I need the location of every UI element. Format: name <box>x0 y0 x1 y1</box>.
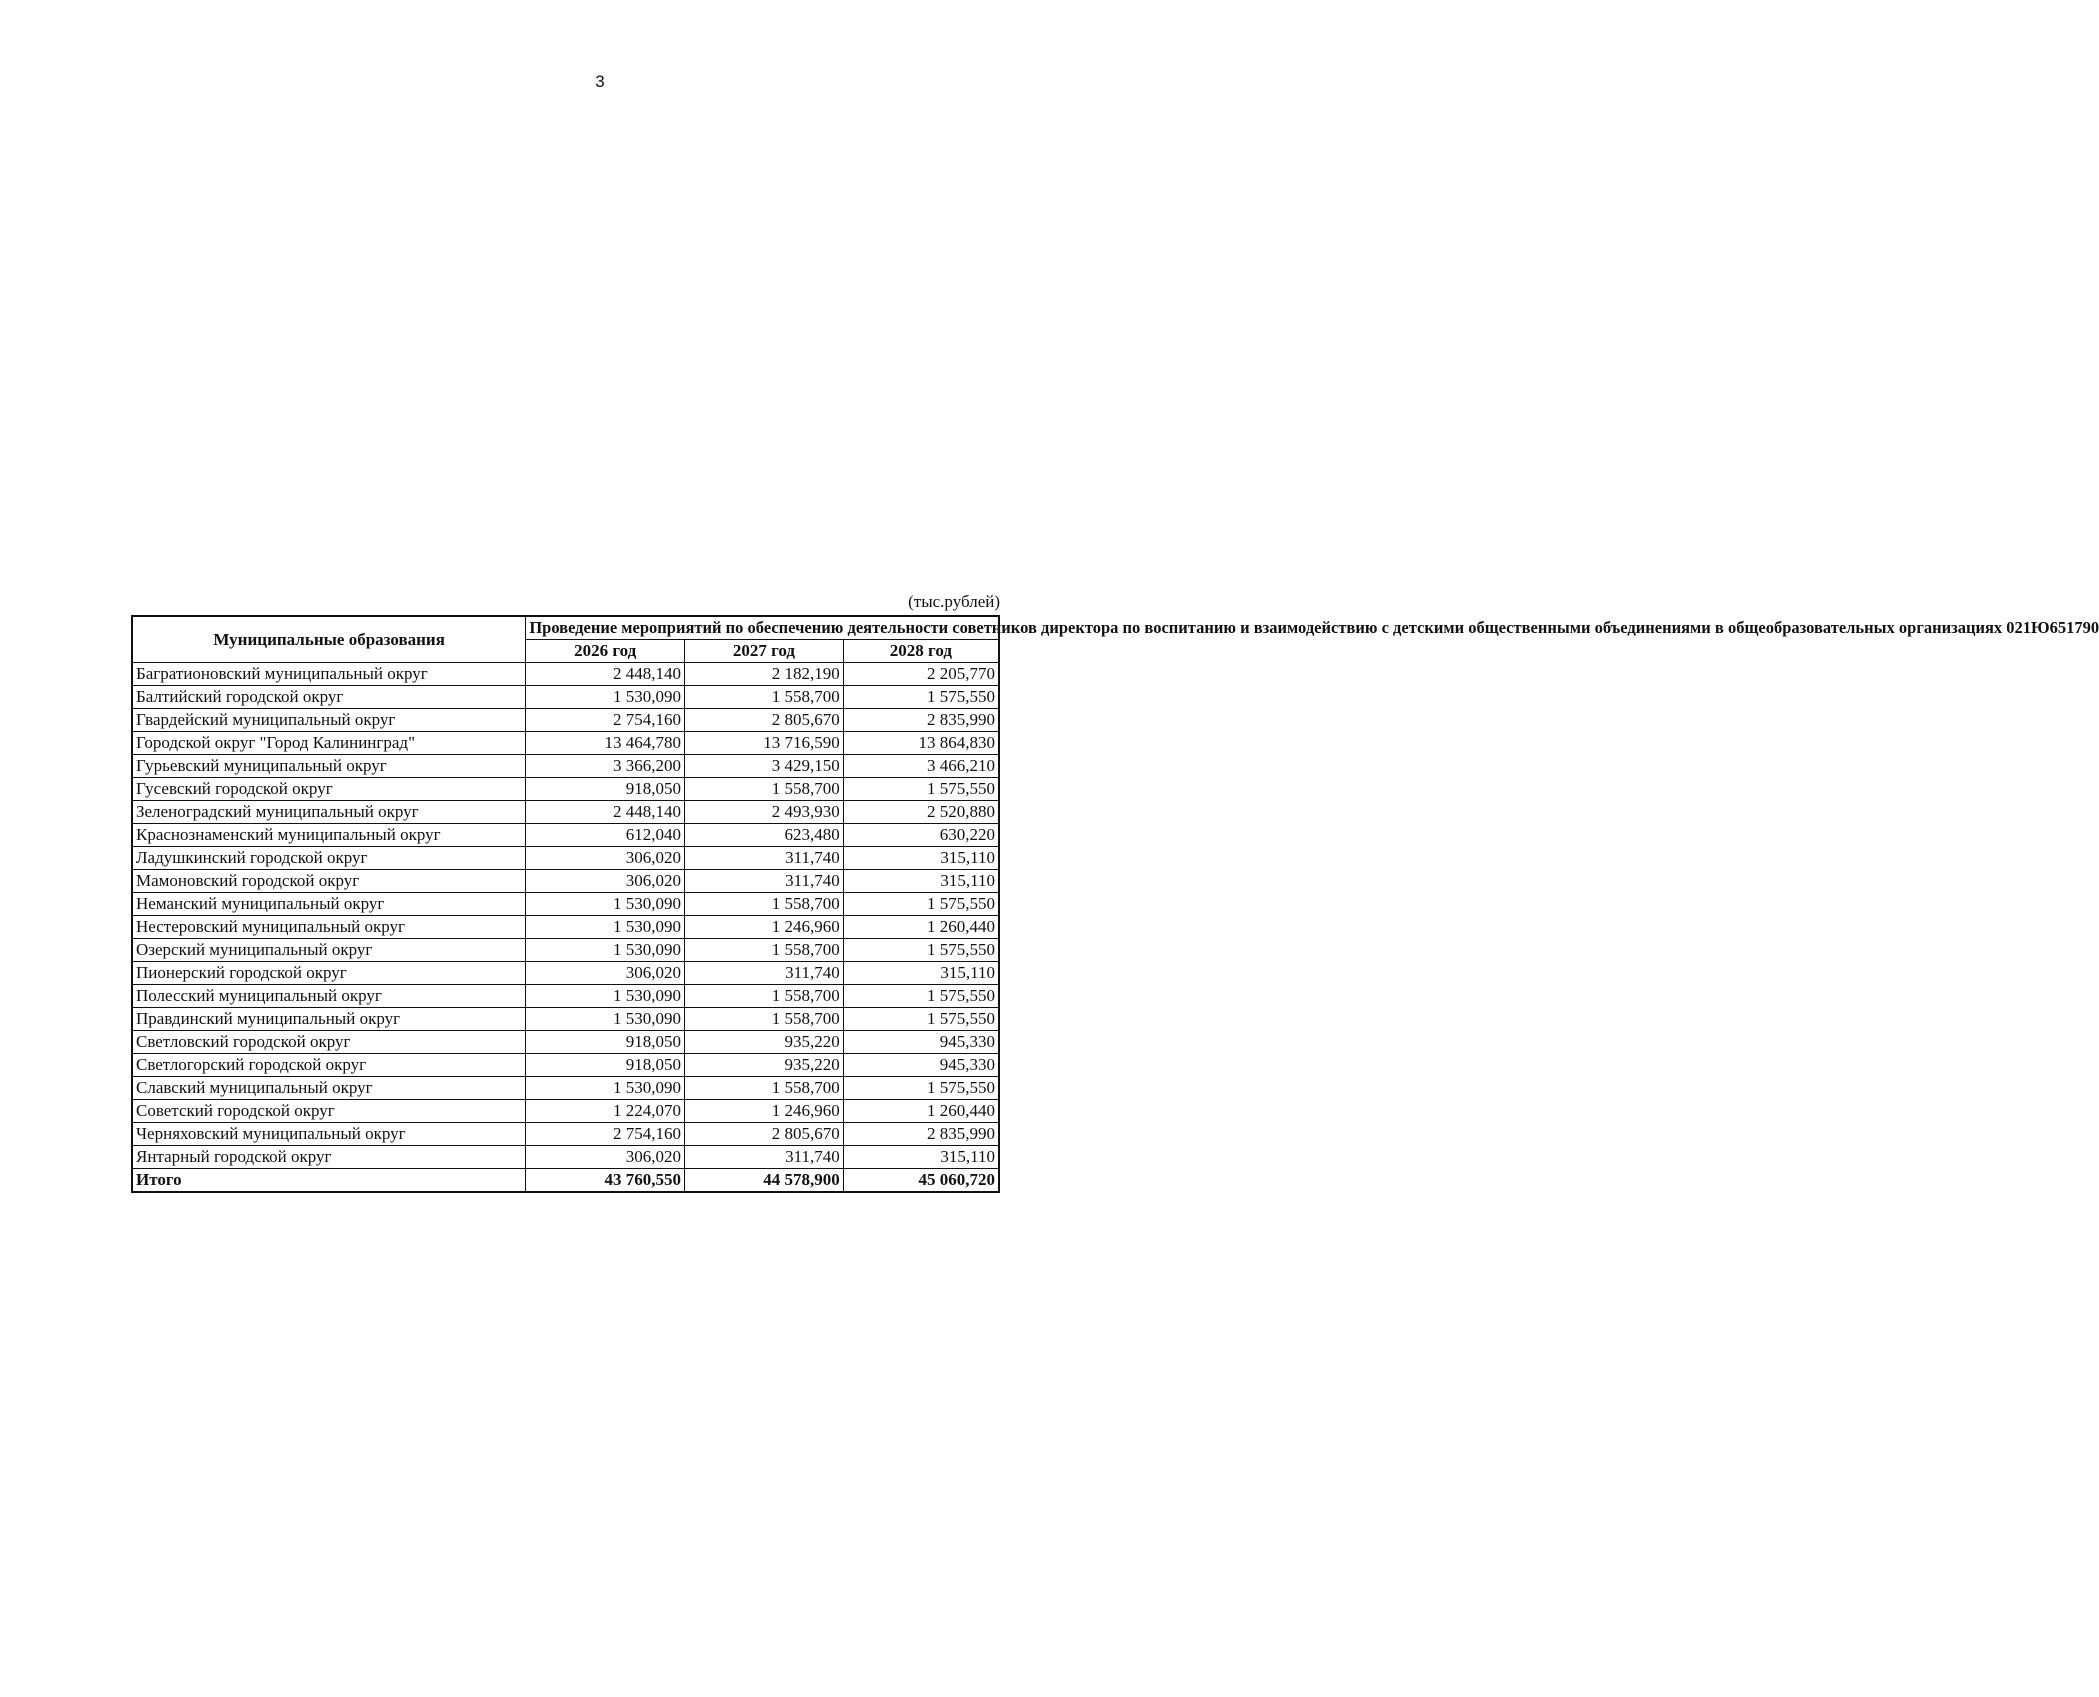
table-row <box>132 1077 999 1100</box>
municipality-name: Зеленоградский муниципальный округ <box>132 801 526 824</box>
municipality-name: Светловский городской округ <box>132 1031 526 1054</box>
value-2028: 13 864,830 <box>843 732 999 755</box>
municipality-name: Черняховский муниципальный округ <box>132 1123 526 1146</box>
table-row <box>132 870 999 893</box>
table-row <box>132 939 999 962</box>
table-row <box>132 663 999 686</box>
value-2028: 2 835,990 <box>843 1123 999 1146</box>
value-2026: 918,050 <box>526 1054 685 1077</box>
municipality-name: Гусевский городской округ <box>132 778 526 801</box>
value-2028: 1 575,550 <box>843 939 999 962</box>
value-2026: 306,020 <box>526 847 685 870</box>
table-row <box>132 686 999 709</box>
value-2028: 2 520,880 <box>843 801 999 824</box>
value-2027: 1 558,700 <box>685 1077 844 1100</box>
header-measure: Проведение мероприятий по обеспечению деятельности советников директора по воспитанию и взаимодействию с детскими общественными объединениями в общеобразовательных организациях 021Ю651790 <box>526 616 999 640</box>
value-2028: 315,110 <box>843 847 999 870</box>
table-body <box>132 663 999 1193</box>
municipality-name: Озерский муниципальный округ <box>132 939 526 962</box>
value-2026: 1 530,090 <box>526 939 685 962</box>
total-label: Итого <box>132 1169 526 1193</box>
municipality-name: Пионерский городской округ <box>132 962 526 985</box>
municipality-name: Городской округ "Город Калининград" <box>132 732 526 755</box>
value-2027: 2 493,930 <box>685 801 844 824</box>
municipality-name: Мамоновский городской округ <box>132 870 526 893</box>
value-2027: 935,220 <box>685 1031 844 1054</box>
table-row <box>132 893 999 916</box>
municipality-name: Янтарный городской округ <box>132 1146 526 1169</box>
value-2027: 2 805,670 <box>685 1123 844 1146</box>
value-2027: 1 558,700 <box>685 1008 844 1031</box>
value-2026: 2 448,140 <box>526 801 685 824</box>
table-row <box>132 916 999 939</box>
table-row <box>132 755 999 778</box>
value-2026: 2 448,140 <box>526 663 685 686</box>
value-2028: 315,110 <box>843 870 999 893</box>
value-2027: 935,220 <box>685 1054 844 1077</box>
municipality-name: Полесский муниципальный округ <box>132 985 526 1008</box>
value-2027: 311,740 <box>685 870 844 893</box>
value-2028: 2 835,990 <box>843 709 999 732</box>
table-row <box>132 847 999 870</box>
value-2027: 13 716,590 <box>685 732 844 755</box>
table-row <box>132 1100 999 1123</box>
table-row <box>132 778 999 801</box>
value-2028: 1 260,440 <box>843 916 999 939</box>
header-year-2026: 2026 год <box>526 640 685 663</box>
table-row <box>132 824 999 847</box>
value-2027: 2 805,670 <box>685 709 844 732</box>
municipality-name: Гвардейский муниципальный округ <box>132 709 526 732</box>
value-2027: 1 558,700 <box>685 939 844 962</box>
value-2026: 918,050 <box>526 1031 685 1054</box>
value-2026: 13 464,780 <box>526 732 685 755</box>
page-number: 3 <box>595 72 605 91</box>
header-year-2028: 2028 год <box>843 640 999 663</box>
municipality-name: Правдинский муниципальный округ <box>132 1008 526 1031</box>
table-row <box>132 1146 999 1169</box>
table-row <box>132 985 999 1008</box>
table-row <box>132 709 999 732</box>
table-row <box>132 1008 999 1031</box>
value-2026: 2 754,160 <box>526 1123 685 1146</box>
value-2027: 311,740 <box>685 1146 844 1169</box>
value-2026: 612,040 <box>526 824 685 847</box>
value-2026: 1 530,090 <box>526 985 685 1008</box>
municipality-name: Нестеровский муниципальный округ <box>132 916 526 939</box>
municipality-name: Краснознаменский муниципальный округ <box>132 824 526 847</box>
municipality-name: Светлогорский городской округ <box>132 1054 526 1077</box>
value-2026: 1 530,090 <box>526 1077 685 1100</box>
value-2027: 3 429,150 <box>685 755 844 778</box>
total-2028: 45 060,720 <box>843 1169 999 1193</box>
value-2026: 306,020 <box>526 962 685 985</box>
total-2026: 43 760,550 <box>526 1169 685 1193</box>
municipality-name: Балтийский городской округ <box>132 686 526 709</box>
value-2028: 1 575,550 <box>843 1077 999 1100</box>
budget-table <box>131 615 2099 1193</box>
value-2026: 306,020 <box>526 870 685 893</box>
value-2028: 630,220 <box>843 824 999 847</box>
value-2026: 1 530,090 <box>526 1008 685 1031</box>
value-2026: 918,050 <box>526 778 685 801</box>
value-2028: 315,110 <box>843 962 999 985</box>
value-2026: 2 754,160 <box>526 709 685 732</box>
value-2026: 3 366,200 <box>526 755 685 778</box>
value-2027: 2 182,190 <box>685 663 844 686</box>
table-row <box>132 1123 999 1146</box>
value-2026: 1 224,070 <box>526 1100 685 1123</box>
table-row <box>132 801 999 824</box>
header-year-2027: 2027 год <box>685 640 844 663</box>
value-2027: 311,740 <box>685 847 844 870</box>
value-2027: 1 246,960 <box>685 1100 844 1123</box>
municipality-name: Багратионовский муниципальный округ <box>132 663 526 686</box>
municipality-name: Славский муниципальный округ <box>132 1077 526 1100</box>
municipality-name: Ладушкинский городской округ <box>132 847 526 870</box>
value-2027: 1 558,700 <box>685 686 844 709</box>
municipality-name: Гурьевский муниципальный округ <box>132 755 526 778</box>
table-row <box>132 962 999 985</box>
table-row <box>132 732 999 755</box>
value-2027: 1 246,960 <box>685 916 844 939</box>
table-row <box>132 1054 999 1077</box>
value-2028: 1 575,550 <box>843 893 999 916</box>
value-2028: 1 575,550 <box>843 985 999 1008</box>
table-row <box>132 1031 999 1054</box>
value-2028: 3 466,210 <box>843 755 999 778</box>
units-note: (тыс.рублей) <box>908 592 1000 611</box>
value-2028: 1 575,550 <box>843 1008 999 1031</box>
value-2027: 623,480 <box>685 824 844 847</box>
value-2027: 1 558,700 <box>685 778 844 801</box>
value-2028: 945,330 <box>843 1031 999 1054</box>
value-2028: 1 260,440 <box>843 1100 999 1123</box>
value-2028: 2 205,770 <box>843 663 999 686</box>
value-2028: 1 575,550 <box>843 686 999 709</box>
value-2028: 1 575,550 <box>843 778 999 801</box>
value-2027: 311,740 <box>685 962 844 985</box>
value-2028: 315,110 <box>843 1146 999 1169</box>
value-2027: 1 558,700 <box>685 893 844 916</box>
total-2027: 44 578,900 <box>685 1169 844 1193</box>
total-row <box>132 1169 999 1193</box>
value-2027: 1 558,700 <box>685 985 844 1008</box>
value-2026: 1 530,090 <box>526 893 685 916</box>
value-2028: 945,330 <box>843 1054 999 1077</box>
value-2026: 306,020 <box>526 1146 685 1169</box>
municipality-name: Советский городской округ <box>132 1100 526 1123</box>
header-municipalities: Муниципальные образования <box>132 616 526 663</box>
municipality-name: Неманский муниципальный округ <box>132 893 526 916</box>
value-2026: 1 530,090 <box>526 916 685 939</box>
value-2026: 1 530,090 <box>526 686 685 709</box>
